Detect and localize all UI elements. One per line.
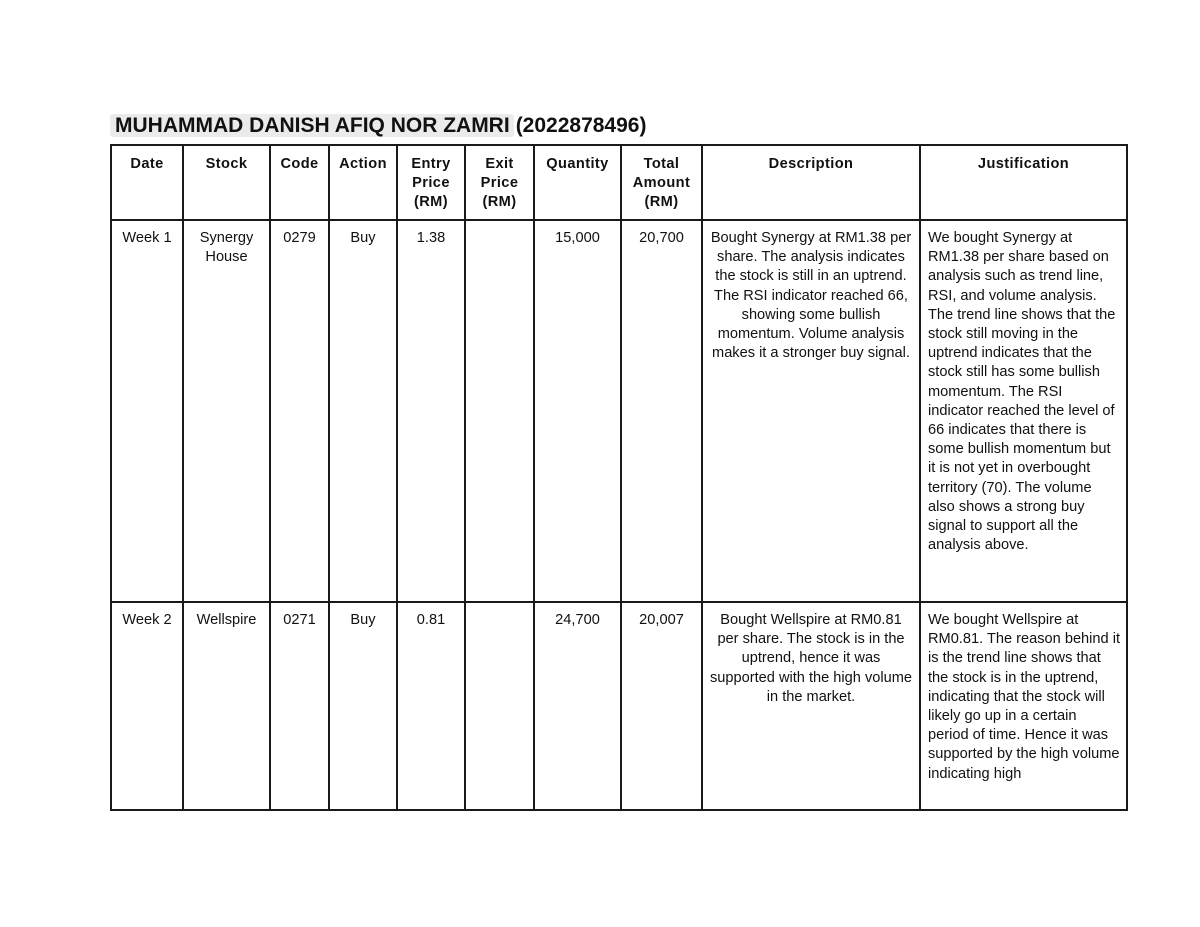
document-header bbox=[110, 109, 646, 143]
student-id[interactable]: (2022878496) bbox=[515, 114, 647, 137]
cell-date: Week 2 bbox=[111, 602, 183, 810]
table-header-row bbox=[111, 145, 1127, 220]
cell-description: Bought Synergy at RM1.38 per share. The analysis indicates the stock is still in an uptrend. The RSI indicator reached 66, showing some bullish momentum. Volume analysis makes it a stronger buy signal. bbox=[702, 220, 920, 602]
student-name[interactable]: MUHAMMAD DANISH AFIQ NOR ZAMRI bbox=[110, 114, 514, 137]
column-header-stock: Stock bbox=[183, 145, 270, 220]
cell-date: Week 1 bbox=[111, 220, 183, 602]
cell-quantity: 24,700 bbox=[534, 602, 621, 810]
cell-justification: We bought Wellspire at RM0.81. The reason behind it is the trend line shows that the stock is in the uptrend, indicating that the stock will likely go up in a certain period of time. Hence it was supported by the high volume indicating high bbox=[920, 602, 1127, 810]
column-header-date: Date bbox=[111, 145, 183, 220]
column-header-description: Description bbox=[702, 145, 920, 220]
table-row bbox=[111, 220, 1127, 602]
cell-code: 0279 bbox=[270, 220, 329, 602]
column-header-justification: Justification bbox=[920, 145, 1127, 220]
column-header-total-amount: Total Amount (RM) bbox=[621, 145, 702, 220]
cell-justification: We bought Synergy at RM1.38 per share based on analysis such as trend line, RSI, and volume analysis. The trend line shows that the stock still moving in the uptrend indicates that the stock still has some bullish momentum. The RSI indicator reached the level of 66 indicates that there is some bullish momentum but it is not yet in overbought territory (70). The volume also shows a strong buy signal to support all the analysis above. bbox=[920, 220, 1127, 602]
cell-code: 0271 bbox=[270, 602, 329, 810]
column-header-quantity: Quantity bbox=[534, 145, 621, 220]
trade-table bbox=[110, 144, 1128, 811]
cell-quantity: 15,000 bbox=[534, 220, 621, 602]
cell-total-amount: 20,007 bbox=[621, 602, 702, 810]
cell-stock: Wellspire bbox=[183, 602, 270, 810]
cell-entry-price: 0.81 bbox=[397, 602, 465, 810]
column-header-action: Action bbox=[329, 145, 397, 220]
cell-action: Buy bbox=[329, 220, 397, 602]
cell-exit-price bbox=[465, 602, 534, 810]
column-header-entry-price: Entry Price (RM) bbox=[397, 145, 465, 220]
column-header-exit-price: Exit Price (RM) bbox=[465, 145, 534, 220]
cell-action: Buy bbox=[329, 602, 397, 810]
cell-total-amount: 20,700 bbox=[621, 220, 702, 602]
table-row bbox=[111, 602, 1127, 810]
column-header-code: Code bbox=[270, 145, 329, 220]
cell-stock: Synergy House bbox=[183, 220, 270, 602]
cell-exit-price bbox=[465, 220, 534, 602]
cell-description: Bought Wellspire at RM0.81 per share. The stock is in the uptrend, hence it was supported with the high volume in the market. bbox=[702, 602, 920, 810]
cell-entry-price: 1.38 bbox=[397, 220, 465, 602]
